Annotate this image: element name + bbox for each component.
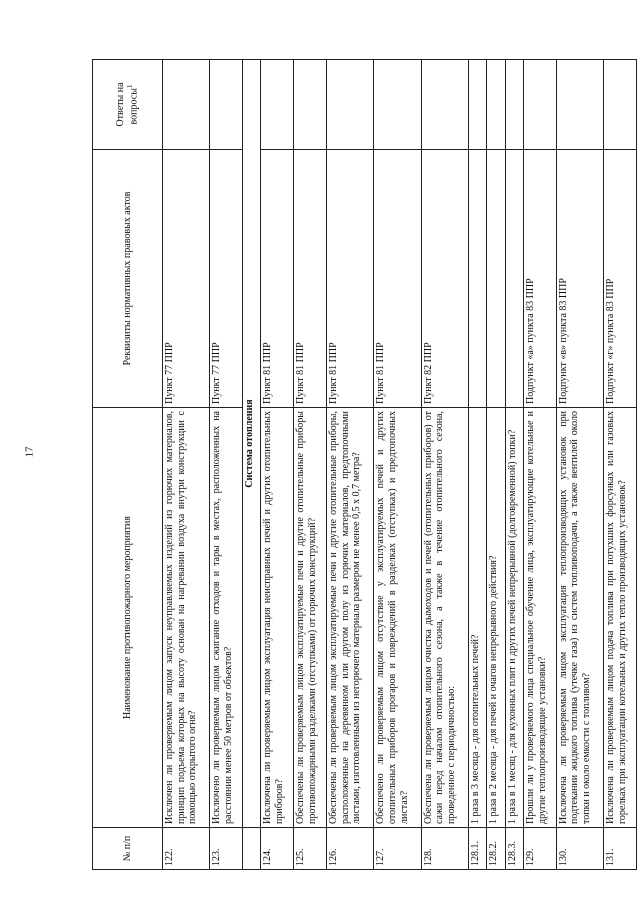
row-number: 124. [261, 828, 294, 870]
table-row [523, 60, 556, 870]
row-measure: Исключена ли проверяемым лицом эксплуатация теплопроизводящих установок при подтекании жидкого топлива (утечке газа) из систем топливоподачи, а также вентилей около топки и около емкости с топливом? [556, 408, 603, 828]
header-answers [93, 60, 163, 150]
row-answer [163, 60, 210, 150]
row-answer [327, 60, 374, 150]
row-answer [294, 60, 327, 150]
row-answer [604, 60, 637, 150]
row-answer [556, 60, 603, 150]
row-requisites [469, 150, 487, 408]
row-measure: 1 раза в 3 месяца - для отопительных печей? [469, 408, 487, 828]
row-number: 128.3. [505, 828, 523, 870]
row-requisites: Пункт 81 ППР [261, 150, 294, 408]
row-measure: Исключено ли проверяемым лицом сжигание отходов и тары в местах, расположенных на расстоянии менее 50 метров от объектов? [210, 408, 243, 828]
row-number: 125. [294, 828, 327, 870]
row-measure: Обеспечены ли проверяемым лицом эксплуатируемые печи и другие отопительные приборы противопожарными разделками (отступками) от горючих конструкций? [294, 408, 327, 828]
section-title: Система отопления [243, 60, 261, 828]
header-answers-text: Ответы на вопросы [114, 82, 140, 127]
row-number: 130. [556, 828, 603, 870]
header-requisites: Реквизиты нормативных правовых актов [93, 150, 163, 408]
row-measure: Исключена ли проверяемым лицом подача топлива при потухших форсунках или газовых горелках при эксплуатации котельных и других тепло производящих установок? [604, 408, 637, 828]
row-requisites: Пункт 77 ППР [210, 150, 243, 408]
table-row [505, 60, 523, 870]
table-row [604, 60, 637, 870]
row-measure: Исключен ли проверяемым лицом запуск неуправляемых изделий из горючих материалов, принцип подъема которых на высоту основан на нагревании воздуха внутри конструкции с помощью открытого огня? [163, 408, 210, 828]
row-number: 127. [374, 828, 421, 870]
row-answer [469, 60, 487, 150]
table-row [261, 60, 294, 870]
row-requisites: Подпункт «г» пункта 83 ППР [604, 150, 637, 408]
table-row [327, 60, 374, 870]
document-table-rotated [92, 60, 637, 870]
table-row [487, 60, 505, 870]
row-measure: Обеспечена ли проверяемым лицом очистка дымоходов и печей (отопительных приборов) от сажи перед началом отопительного сезона, а также в течение отопительного сезона, проведенное с периодичностью: [421, 408, 468, 828]
row-number: 128.1. [469, 828, 487, 870]
row-measure: Прошли ли у проверяемого лица специальное обучение лица, эксплуатирующие котельные и другие теплопроизводящие установки? [523, 408, 556, 828]
row-answer [523, 60, 556, 150]
footnote-marker: 1 [126, 84, 135, 89]
row-answer [421, 60, 468, 150]
row-answer [261, 60, 294, 150]
header-num: № п/п [93, 828, 163, 870]
row-requisites: Пункт 81 ППР [327, 150, 374, 408]
row-number: 131. [604, 828, 637, 870]
row-number: 122. [163, 828, 210, 870]
row-requisites: Подпункт «а» пункта 83 ППР [523, 150, 556, 408]
row-measure: Обеспечены ли проверяемым лицом эксплуатируемые печи и другие отопительные приборы, расположенные на деревянном или другом полу из горючих материалов, предтопочными листами, изготовленными из негорючего материала размером не менее 0,5 х 0,7 метра? [327, 408, 374, 828]
row-requisites: Пункт 82 ППР [421, 150, 468, 408]
table-row [374, 60, 421, 870]
row-answer [374, 60, 421, 150]
row-number: 129. [523, 828, 556, 870]
row-requisites: Подпункт «в» пункта 83 ППР [556, 150, 603, 408]
header-name: Наименование противопожарного мероприятия [93, 408, 163, 828]
row-measure: Исключена ли проверяемым лицом эксплуатация неисправных печей и других отопительных приборов? [261, 408, 294, 828]
row-requisites [505, 150, 523, 408]
table-row [421, 60, 468, 870]
row-requisites: Пункт 77 ППР [163, 150, 210, 408]
row-requisites: Пункт 81 ППР [374, 150, 421, 408]
row-measure: Обеспечено ли проверяемым лицом отсутствие у эксплуатируемых печей и других отопительных приборов прогаров и повреждений в разделках (отступках) и предтопочных листах? [374, 408, 421, 828]
table-row [294, 60, 327, 870]
row-number: 126. [327, 828, 374, 870]
page-number: 17 [23, 446, 36, 458]
row-answer [487, 60, 505, 150]
table-header-row [93, 60, 163, 870]
row-requisites: Пункт 81 ППР [294, 150, 327, 408]
row-number: 128.2. [487, 828, 505, 870]
row-measure: 1 раза в 2 месяца - для печей и очагов непрерывного действия? [487, 408, 505, 828]
row-answer [505, 60, 523, 150]
table-row [163, 60, 210, 870]
section-num-cell [243, 828, 261, 870]
section-row [243, 60, 261, 870]
row-requisites [487, 150, 505, 408]
table-row [469, 60, 487, 870]
row-number: 123. [210, 828, 243, 870]
table-row [556, 60, 603, 870]
table-row [210, 60, 243, 870]
row-number: 128. [421, 828, 468, 870]
fire-safety-checklist-table [92, 59, 637, 870]
row-answer [210, 60, 243, 150]
row-measure: 1 раза в 1 месяц - для кухонных плит и других печей непрерывной (долговременной) топки? [505, 408, 523, 828]
